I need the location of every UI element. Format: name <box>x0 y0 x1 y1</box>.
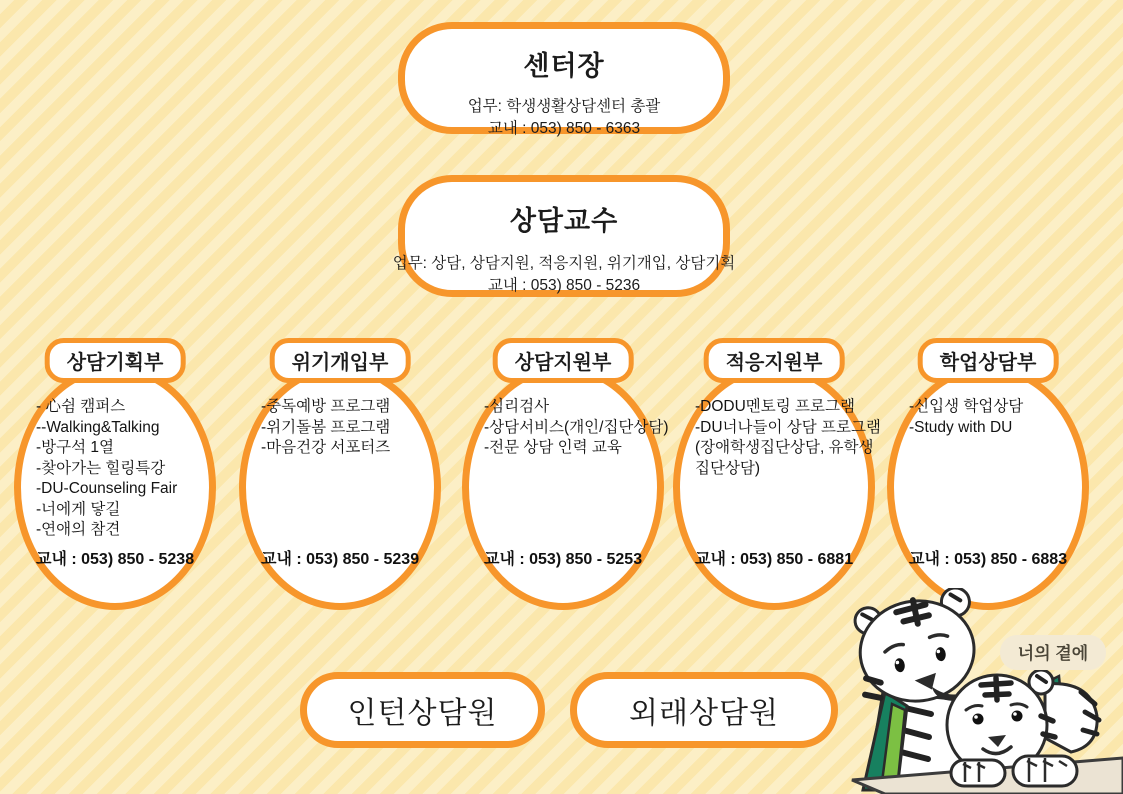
program-item: 집단상담) <box>695 459 761 477</box>
speech-bubble-text: 너의 곁에 <box>1017 644 1089 663</box>
mascot-illustration <box>845 588 1123 794</box>
counseling-professor-phone: 교내 : 053) 850 - 5236 <box>487 277 641 294</box>
dept-phone: 교내 : 053) 850 - 6883 <box>909 551 1068 568</box>
dept-program-list <box>695 397 881 479</box>
dept-counseling-support <box>462 338 669 610</box>
program-item: -Study with DU <box>909 418 1013 436</box>
visiting-counselor-label: 외래상담원 <box>629 697 779 730</box>
dept-counseling-planning <box>14 338 216 610</box>
program-item: -DU-Counseling Fair <box>36 480 178 497</box>
box-intern-counselor <box>300 672 545 748</box>
box-visiting-counselor <box>570 672 838 748</box>
dept-phone: 교내 : 053) 850 - 6881 <box>695 551 854 568</box>
program-item: -찾아가는 힐링특강 <box>36 459 166 477</box>
program-item: -중독예방 프로그램 <box>261 398 391 415</box>
dept-title: 위기개입부 <box>270 338 411 383</box>
program-item: -신입생 학업상담 <box>909 398 1024 415</box>
program-item: -DODU멘토링 프로그램 <box>695 398 855 415</box>
dept-title: 학업상담부 <box>918 338 1059 383</box>
dept-title: 상담기획부 <box>45 338 186 383</box>
dept-title: 상담지원부 <box>493 338 634 383</box>
dept-program-list <box>909 397 1087 438</box>
dept-title: 적응지원부 <box>704 338 845 383</box>
center-director-phone: 교내 : 053) 850 - 6363 <box>487 120 641 137</box>
program-item: -심리검사 <box>484 398 550 415</box>
center-director-duty: 업무: 학생생활상담센터 총괄 <box>467 98 661 115</box>
dept-program-list <box>261 397 439 459</box>
dept-program-list <box>484 397 669 459</box>
program-item: -마음건강 서포터즈 <box>261 439 391 456</box>
dept-program-list <box>36 397 214 541</box>
program-item: - 心쉼 캠퍼스 <box>36 398 126 415</box>
program-item: -연애의 참견 <box>36 521 121 538</box>
dept-crisis-intervention <box>239 338 441 610</box>
program-item: (장애학생집단상담, 유학생 <box>695 439 874 456</box>
counseling-professor-duty: 업무: 상담, 상담지원, 적응지원, 위기개입, 상담기획 <box>392 255 736 272</box>
dept-academic-counseling <box>887 338 1089 610</box>
dept-phone: 교내 : 053) 850 - 5238 <box>36 551 195 568</box>
box-counseling-professor <box>392 175 736 297</box>
program-item: -상담서비스(개인/집단상담) <box>484 418 669 436</box>
intern-counselor-label: 인턴상담원 <box>347 697 498 730</box>
program-item: -너에게 닿길 <box>36 500 121 518</box>
speech-bubble <box>1000 635 1106 670</box>
program-item: --Walking&Talking <box>36 418 160 436</box>
dept-phone: 교내 : 053) 850 - 5239 <box>261 551 420 568</box>
program-item: -방구석 1열 <box>36 439 114 456</box>
counseling-professor-title: 상담교수 <box>509 206 619 236</box>
program-item: -위기돌봄 프로그램 <box>261 418 391 436</box>
center-director-title: 센터장 <box>523 51 605 81</box>
dept-phone: 교내 : 053) 850 - 5253 <box>484 551 643 568</box>
program-item: -전문 상담 인력 교육 <box>484 439 622 456</box>
program-item: -DU너나들이 상담 프로그램 <box>695 418 881 436</box>
dept-adaptation-support <box>673 338 881 610</box>
box-center-director <box>398 22 730 137</box>
